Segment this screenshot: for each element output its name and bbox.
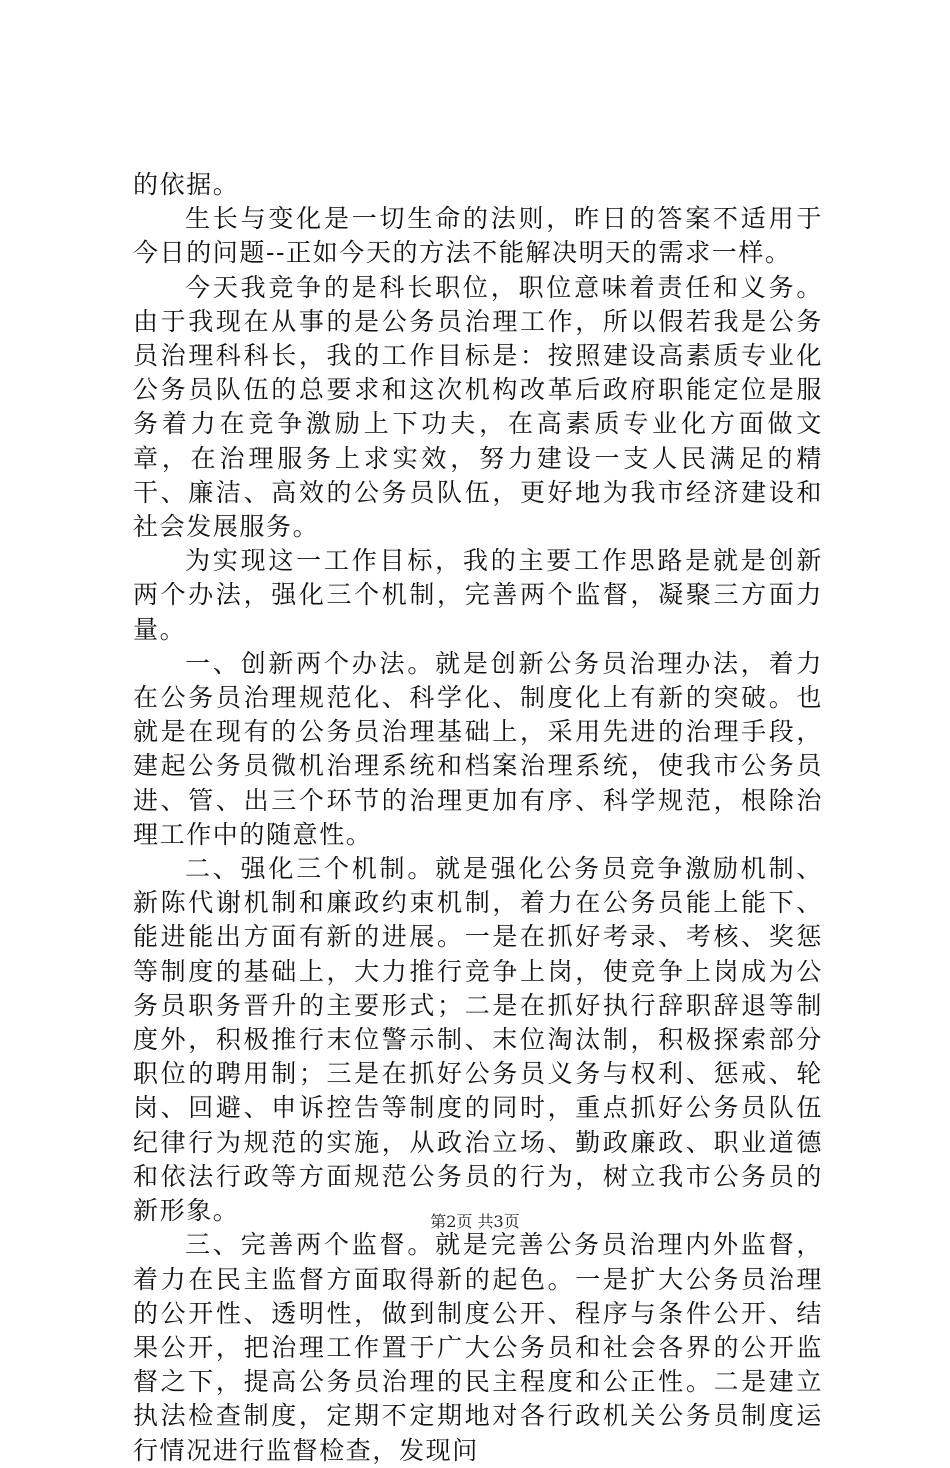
paragraph-5: 一、创新两个办法。就是创新公务员治理办法，着力在公务员治理规范化、科学化、制度化上有新的突破。也就是在现有的公务员治理基础上，采用先进的治理手段，建起公务员微机治理系统和档案治理系统，使我市公务员进、管、出三个环节的治理更加有序、科学规范，根除治理工作中的随意性。 — [133, 648, 823, 849]
paragraph-1: 的依据。 — [133, 170, 240, 199]
document-body — [133, 168, 823, 1468]
paragraph-6: 二、强化三个机制。就是强化公务员竞争激励机制、新陈代谢机制和廉政约束机制，着力在公务员能上能下、能进能出方面有新的进展。一是在抓好考录、考核、奖惩等制度的基础上，大力推行竞争上岗，使竞争上岗成为公务员职务晋升的主要形式；二是在抓好执行辞职辞退等制度外，积极推行末位警示制、末位淘汰制，积极探索部分职位的聘用制；三是在抓好公务员义务与权利、惩戒、轮岗、回避、申诉控告等制度的同时，重点抓好公务员队伍纪律行为规范的实施，从政治立场、勤政廉政、职业道德和依法行政等方面规范公务员的行为，树立我市公务员的新形象。 — [133, 854, 823, 1226]
paragraph-4: 为实现这一工作目标，我的主要工作思路是就是创新两个办法，强化三个机制，完善两个监督，凝聚三方面力量。 — [133, 546, 823, 644]
page-number-footer: 第2页 共3页 — [430, 1212, 520, 1231]
paragraph-3: 今天我竞争的是科长职位，职位意味着责任和义务。由于我现在从事的是公务员治理工作，所以假若我是公务员治理科科长，我的工作目标是：按照建设高素质专业化公务员队伍的总要求和这次机构改革后政府职能定位是服务着力在竞争激励上下功夫，在高素质专业化方面做文章，在治理服务上求实效，努力建设一支人民满足的精干、廉洁、高效的公务员队伍，更好地为我市经济建设和社会发展服务。 — [133, 272, 823, 542]
paragraph-2: 生长与变化是一切生命的法则，昨日的答案不适用于今日的问题--正如今天的方法不能解决明天的需求一样。 — [133, 204, 823, 268]
paragraph-7: 三、完善两个监督。就是完善公务员治理内外监督，着力在民主监督方面取得新的起色。一是扩大公务员治理的公开性、透明性，做到制度公开、程序与条件公开、结果公开，把治理工作置于广大公务员和社会各界的公开监督之下，提高公务员治理的民主程度和公正性。二是建立执法检查制度，定期不定期地对各行政机关公务员制度运行情况进行监督检查，发现问 — [133, 1230, 823, 1465]
